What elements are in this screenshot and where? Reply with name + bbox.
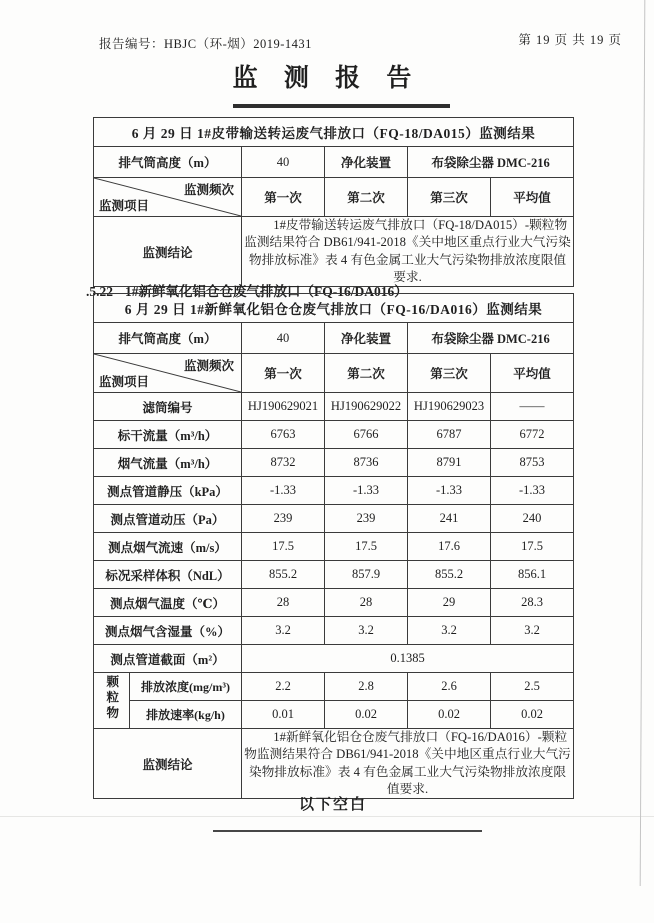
diagonal-label-frequency: 监测频次 (183, 359, 234, 373)
row-value: 6787 (408, 421, 491, 449)
diagonal-label-item: 监测项目 (99, 375, 150, 389)
row-value: 8753 (491, 449, 574, 477)
row-value: 240 (491, 505, 574, 533)
diagonal-label-frequency: 监测频次 (183, 183, 234, 197)
row-label: 测点烟气流速（m/s） (94, 533, 242, 561)
particulate-group-label: 颗粒物 (104, 675, 119, 722)
freq-header-avg: 平均值 (491, 354, 574, 393)
row-value: 239 (325, 505, 408, 533)
row-value: HJ190629021 (242, 393, 325, 421)
row-label: 滤筒编号 (94, 393, 242, 421)
row-value: 8732 (242, 449, 325, 477)
row-value: 2.2 (242, 673, 325, 701)
row-value: 3.2 (242, 617, 325, 645)
below-blank-note: 以下空白 (298, 797, 367, 813)
row-label: 测点烟气含湿量（%） (94, 617, 242, 645)
row-value: 0.02 (491, 701, 574, 729)
diagonal-label-item: 监测项目 (99, 199, 150, 213)
row-label: 标况采样体积（NdL） (94, 561, 242, 589)
row-value: -1.33 (242, 477, 325, 505)
title-underline (233, 104, 450, 108)
row-value: 239 (242, 505, 325, 533)
row-value: 6766 (325, 421, 408, 449)
stack-height-value: 40 (242, 323, 325, 354)
row-value: 29 (408, 589, 491, 617)
conclusion-text: 1#新鲜氧化铝仓仓废气排放口（FQ-16/DA016）-颗粒物监测结果符合 DB61/941-2018《关中地区重点行业大气污染物排放标准》表 4 有色金属工业大气污染物排放浓度限值要求. (242, 729, 574, 799)
table-row-particulate-rate (94, 701, 574, 729)
purifier-value: 布袋除尘器 DMC-216 (408, 323, 574, 354)
row-label: 测点烟气温度（℃） (94, 589, 242, 617)
table-row (94, 421, 574, 449)
table2-title: 6 月 29 日 1#新鲜氧化铝仓仓废气排放口（FQ-16/DA016）监测结果 (94, 294, 574, 323)
row-value: -1.33 (491, 477, 574, 505)
row-value: 0.02 (325, 701, 408, 729)
table-row (94, 505, 574, 533)
row-value: 3.2 (408, 617, 491, 645)
scan-edge-line (640, 0, 646, 886)
row-label: 烟气流量（m³/h） (94, 449, 242, 477)
monitoring-table-fq16 (93, 293, 574, 799)
duct-section-value: 0.1385 (242, 645, 574, 673)
row-value: 0.02 (408, 701, 491, 729)
row-value: 855.2 (242, 561, 325, 589)
row-value: HJ190629022 (325, 393, 408, 421)
row-value: —— (491, 393, 574, 421)
row-value: 3.2 (491, 617, 574, 645)
table-row (94, 449, 574, 477)
conclusion-label: 监测结论 (94, 729, 242, 799)
freq-header-avg: 平均值 (491, 178, 574, 217)
freq-header-3: 第三次 (408, 354, 491, 393)
stack-height-value: 40 (242, 147, 325, 178)
row-value: 2.5 (491, 673, 574, 701)
row-value: 0.01 (242, 701, 325, 729)
row-value: 8736 (325, 449, 408, 477)
table-row (94, 589, 574, 617)
table-row (94, 393, 574, 421)
row-value: 17.6 (408, 533, 491, 561)
table-row (94, 477, 574, 505)
stack-height-label: 排气筒高度（m） (94, 323, 242, 354)
freq-header-3: 第三次 (408, 178, 491, 217)
purifier-label: 净化装置 (325, 147, 408, 178)
row-value: -1.33 (325, 477, 408, 505)
row-value: 241 (408, 505, 491, 533)
table-row-duct-section (94, 645, 574, 673)
row-value: 6763 (242, 421, 325, 449)
table1-title: 6 月 29 日 1#皮带输送转运废气排放口（FQ-18/DA015）监测结果 (94, 118, 574, 147)
report-number: 报告编号：HBJC（环-烟）2019-1431 (99, 37, 312, 51)
particulate-group-cell (94, 673, 130, 729)
duct-section-label: 测点管道截面（m²） (94, 645, 242, 673)
freq-header-2: 第二次 (325, 178, 408, 217)
purifier-label: 净化装置 (325, 323, 408, 354)
stack-height-label: 排气筒高度（m） (94, 147, 242, 178)
freq-header-1: 第一次 (242, 354, 325, 393)
page-title: 监 测 报 告 (232, 65, 422, 92)
row-value: -1.33 (408, 477, 491, 505)
conclusion-text: 1#皮带输送转运废气排放口（FQ-18/DA015）-颗粒物监测结果符合 DB61/941-2018《关中地区重点行业大气污染物排放标准》表 4 有色金属工业大气污染物排放浓度限值要求. (242, 217, 574, 287)
table-row (94, 533, 574, 561)
diagonal-header-cell (94, 354, 242, 393)
row-value: 8791 (408, 449, 491, 477)
scan-artifact-line (0, 816, 654, 817)
row-value: 857.9 (325, 561, 408, 589)
row-value: 3.2 (325, 617, 408, 645)
purifier-value: 布袋除尘器 DMC-216 (408, 147, 574, 178)
row-value: 17.5 (325, 533, 408, 561)
row-value: 6772 (491, 421, 574, 449)
row-label: 标干流量（m³/h） (94, 421, 242, 449)
section-title: 1#新鲜氧化铝仓仓废气排放口（FQ-16/DA016） (125, 284, 408, 299)
row-value: 856.1 (491, 561, 574, 589)
row-label: 排放浓度(mg/m³) (130, 673, 242, 701)
row-label: 测点管道静压（kPa） (94, 477, 242, 505)
row-value: HJ190629023 (408, 393, 491, 421)
row-value: 28 (325, 589, 408, 617)
row-value: 17.5 (491, 533, 574, 561)
page-indicator: 第 19 页 共 19 页 (518, 33, 622, 47)
section-number: .5.22 (86, 284, 113, 299)
table-row (94, 617, 574, 645)
row-value: 2.8 (325, 673, 408, 701)
row-label: 排放速率(kg/h) (130, 701, 242, 729)
row-value: 855.2 (408, 561, 491, 589)
row-value: 17.5 (242, 533, 325, 561)
freq-header-2: 第二次 (325, 354, 408, 393)
table-row (94, 561, 574, 589)
footer-rule (213, 830, 482, 832)
row-value: 28.3 (491, 589, 574, 617)
row-value: 28 (242, 589, 325, 617)
freq-header-1: 第一次 (242, 178, 325, 217)
monitoring-table-fq18 (93, 117, 574, 287)
row-label: 测点管道动压（Pa） (94, 505, 242, 533)
diagonal-header-cell (94, 178, 242, 217)
table-row-particulate-concentration (94, 673, 574, 701)
conclusion-label: 监测结论 (94, 217, 242, 287)
row-value: 2.6 (408, 673, 491, 701)
